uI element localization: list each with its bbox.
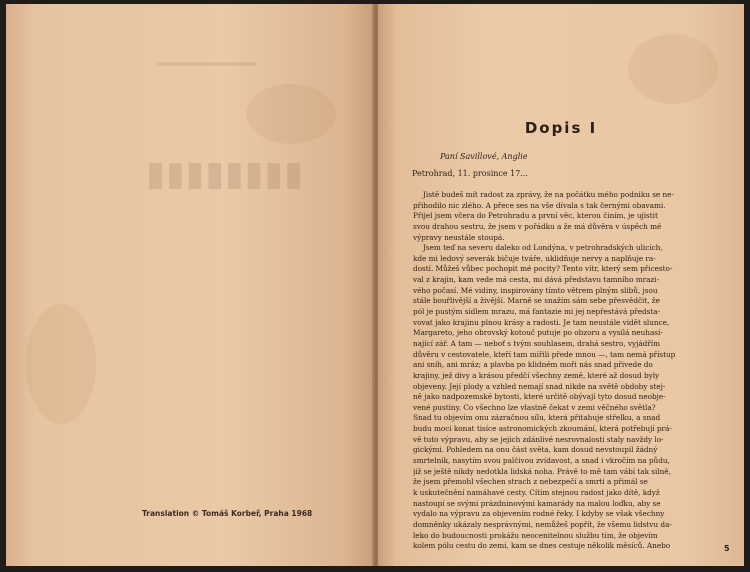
translation-credit: Translation © Tomáš Korbeř, Praha 1968 <box>142 509 313 518</box>
letter-body <box>413 190 733 552</box>
text-line: smrtelník, nasytím svou palčivou zvídavost, a snad i vkročím na půdu, <box>413 456 670 466</box>
letter-dateline: Petrohrad, 11. prosince 17... <box>412 169 528 178</box>
text-line: Snad tu objevím onu zázračnou sílu, která přitahuje střelku, a snad <box>413 413 661 423</box>
left-page <box>6 4 374 566</box>
text-line: gickými. Pohledem na onu část světa, kam dosud nevstoupil žádný <box>413 445 658 455</box>
text-line: svou drahou sestru, že jsem v pořádku a že má důvěra v úspěch mé <box>413 221 662 231</box>
text-line: vovat jako krajinu plnou krásy a radosti. Je tam neustále vidět slunce, <box>413 317 670 327</box>
text-line: dostí. Můžeš vůbec pochopit mé pocity? Tento vítr, který sem přicesto- <box>413 264 673 274</box>
text-line: nající zář. A tam — neboť s tvým souhlasem, drahá sestro, vyjádřím <box>413 338 660 348</box>
text-line: vené pustiny. Co všechno lze vlastně čekat v zemi věčného světla? <box>413 402 656 412</box>
text-line: ani sníh, ani mráz; a plavba po klidném moři nás snad přivede do <box>413 360 653 370</box>
text-line: objeveny. Její plody a vzhled nemají snad nikde na světě obdoby stej- <box>413 381 666 391</box>
text-line: Přijel jsem včera do Petrohradu a první věc, kterou činím, je ujistit <box>413 211 658 221</box>
text-line: Margareto, jeho obrovský kotouč putuje po obzoru a vysílá neuhasí- <box>413 328 663 338</box>
text-line: leko do budoucnosti prokážu neocenitelnou službu tím, že objevím <box>413 530 658 540</box>
text-line: val z krajin, kam vede má cesta, mi dává představu tamního mrazi- <box>413 275 659 285</box>
text-line: budu moci konat tisíce astronomických zkoumání, která potřebují prá- <box>413 424 672 434</box>
show-through-header <box>156 62 256 66</box>
text-line: pól je pustým sídlem mrazu, má fantazie mi jej nepřestává předsta- <box>413 307 661 317</box>
text-line: kde mi ledový severák bičuje tváře, uklidňuje nervy a naplňuje ra- <box>413 253 656 263</box>
text-line: důvěru v cestovatele, kteří tam mířili přede mnou —, tam nemá přístup <box>413 349 676 359</box>
text-line: přihodilo nic zlého. A přece ses na vše dívala s tak černými obavami. <box>413 200 666 210</box>
text-line: Jsem teď na severu daleko od Londýna, v petrohradských ulicích, <box>423 243 663 253</box>
text-line: že jsem přemohl všechen strach z nebezpečí a smrti a přimál se <box>413 477 648 487</box>
text-line: vydalo na výpravu za objevením rodné řeky. I kdyby se však všechny <box>413 509 665 519</box>
page-number: 5 <box>724 544 730 553</box>
text-line: stále bouřlivější a živější. Marně se snažím sám sebe přesvědčit, že <box>413 296 660 306</box>
text-line: nastoupí se svými prázdninovými kamarády na malou loďku, aby se <box>413 498 661 508</box>
text-line: krajiny, jež divy a krásou předčí všechny země, které až dosud byly <box>413 370 660 380</box>
text-line: kolem pólu cestu do zemí, kam se dnes cestuje několik měsíců. Anebo <box>413 541 671 551</box>
show-through-title: ▮▮▮▮▮▮▮▮ <box>145 154 303 194</box>
text-line: k uskutečnění namáhavé cesty. Cítím stejnou radost jako dítě, když <box>413 487 660 497</box>
text-line: výpravy neustále stoupá. <box>413 232 505 242</box>
text-line: jíž se ještě nikdy nedotkla lidská noha. Právě to mě tam vábí tak silně, <box>413 466 671 476</box>
right-page <box>378 4 744 566</box>
paper-stain <box>26 304 96 424</box>
text-line: vého počasí. Mé vidiny, inspirovány tímto větrem plným slibů, jsou <box>413 285 658 295</box>
paper-stain <box>246 84 336 144</box>
text-line: domněnky ukázaly nesprávnými, nemůžeš popřít, že všemu lidstvu da- <box>413 519 672 529</box>
text-line: Jistě budeš mít radost za zprávy, že na počátku mého podniku se ne- <box>423 190 674 199</box>
text-line: ně jako nadpozemské bytosti, které určitě obývají tyto dosud neobje- <box>413 392 666 402</box>
chapter-title: Dopis I <box>524 119 598 137</box>
text-line: vě tuto výpravu, aby se jejich zdánlivé nesrovnalosti staly navždy lo- <box>413 434 664 444</box>
paper-stain <box>628 34 718 104</box>
letter-addressee: Paní Savillové, Anglie <box>440 152 528 161</box>
